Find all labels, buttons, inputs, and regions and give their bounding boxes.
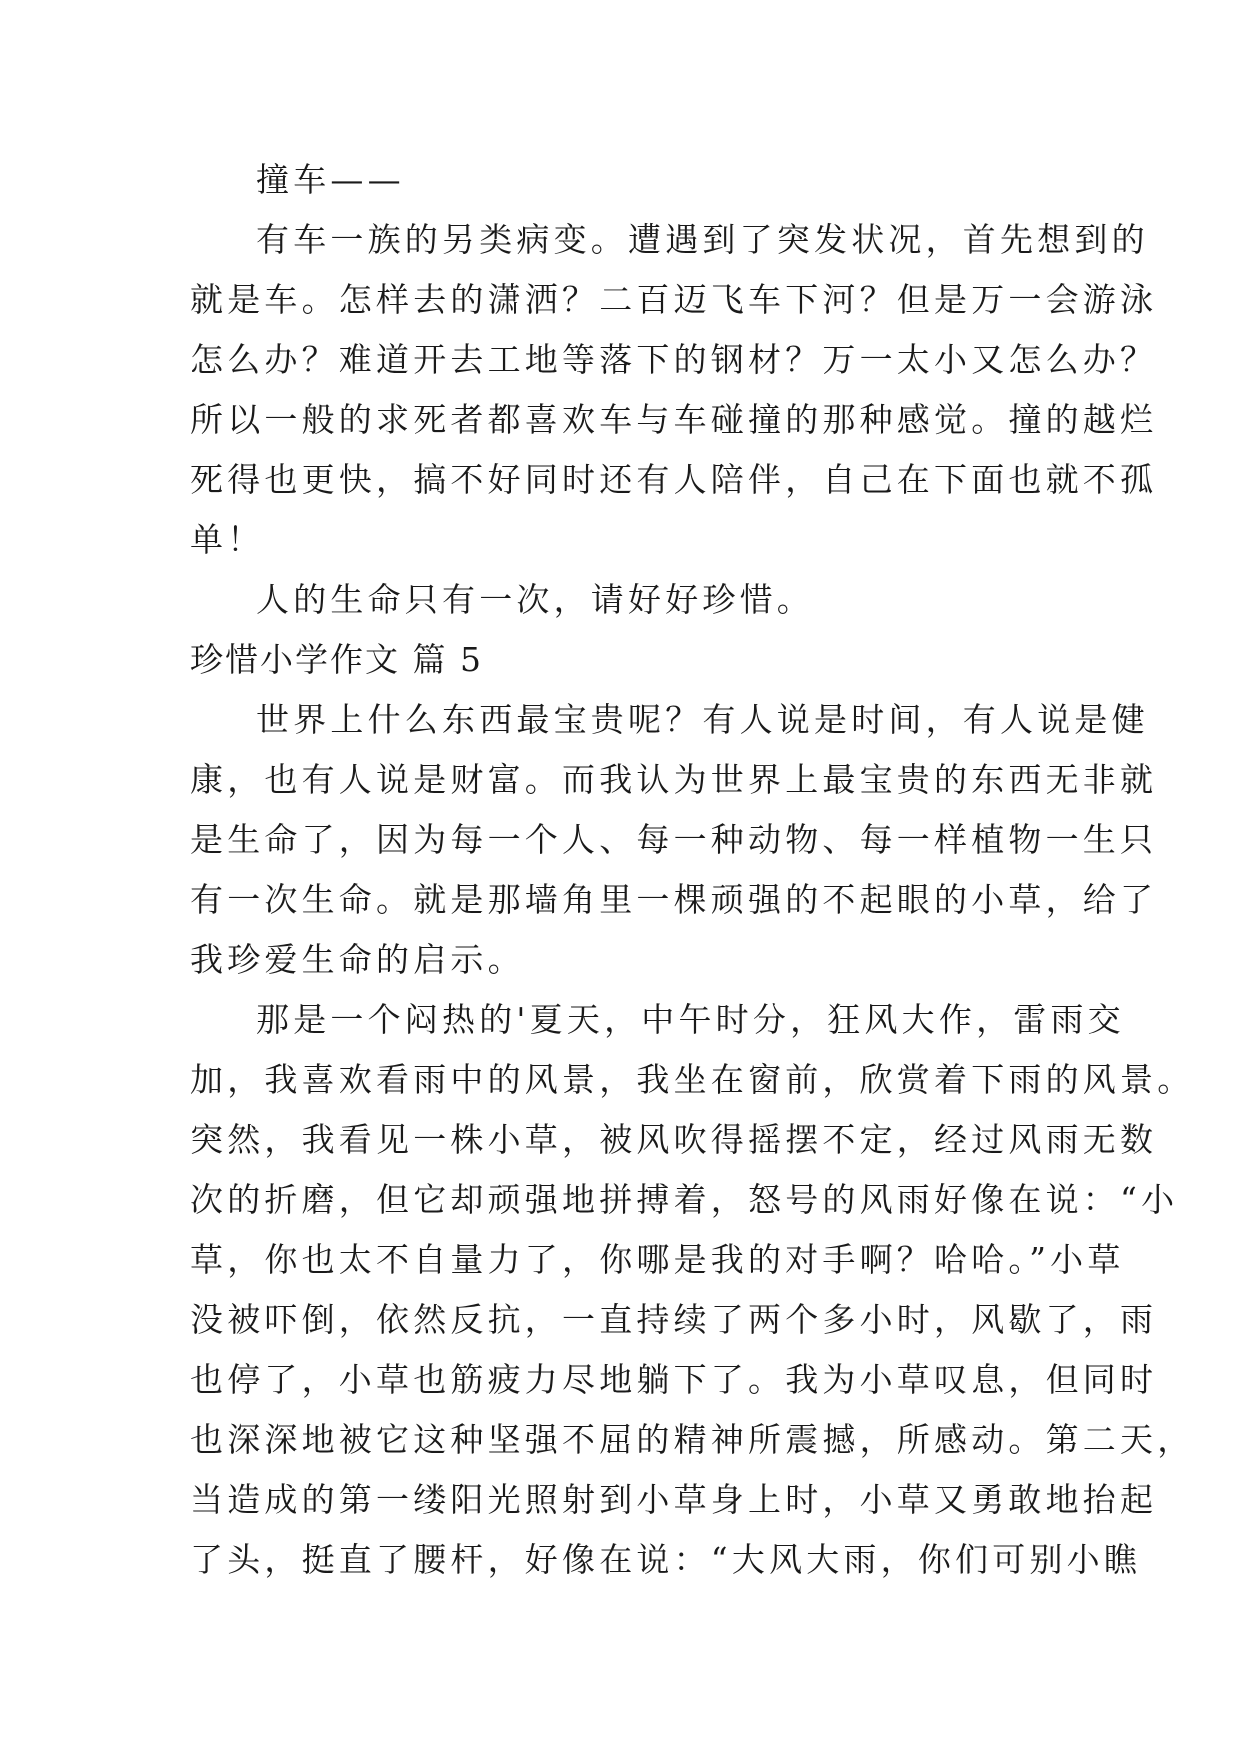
- text-line: 就是车。怎样去的潇洒？二百迈飞车下河？但是万一会游泳: [190, 280, 1158, 319]
- text-line: 单！: [190, 520, 265, 559]
- text-line: 当造成的第一缕阳光照射到小草身上时，小草又勇敢地抬起: [190, 1480, 1158, 1519]
- text-line: 世界上什么东西最宝贵呢？有人说是时间，有人说是健: [256, 700, 1149, 739]
- text-line: 也深深地被它这种坚强不屈的精神所震撼，所感动。第二天，: [190, 1420, 1195, 1459]
- document-page: [190, 150, 1195, 1590]
- text-line: 次的折磨，但它却顽强地拼搏着，怒号的风雨好像在说：“小: [190, 1180, 1179, 1219]
- text-line: 是生命了，因为每一个人、每一种动物、每一样植物一生只: [190, 820, 1158, 859]
- section-heading: 珍惜小学作文 篇 5: [190, 640, 483, 679]
- text-line: 突然，我看见一株小草，被风吹得摇摆不定，经过风雨无数: [190, 1120, 1158, 1159]
- text-line: 也停了，小草也筋疲力尽地躺下了。我为小草叹息，但同时: [190, 1360, 1158, 1399]
- text-line: 那是一个闷热的'夏天，中午时分，狂风大作，雷雨交: [256, 1000, 1125, 1039]
- text-line: 我珍爱生命的启示。: [190, 940, 525, 979]
- text-line: 死得也更快，搞不好同时还有人陪伴，自己在下面也就不孤: [190, 460, 1158, 499]
- text-line: 人的生命只有一次，请好好珍惜。: [256, 580, 814, 619]
- text-line: 草，你也太不自量力了，你哪是我的对手啊？哈哈。”小草: [190, 1240, 1125, 1279]
- text-line: 所以一般的求死者都喜欢车与车碰撞的那种感觉。撞的越烂: [190, 400, 1158, 439]
- text-line: 了头，挺直了腰杆，好像在说：“大风大雨，你们可别小瞧: [190, 1540, 1142, 1579]
- text-line: 康，也有人说是财富。而我认为世界上最宝贵的东西无非就: [190, 760, 1158, 799]
- text-line: 撞车——: [256, 160, 405, 199]
- text-line: 有一次生命。就是那墙角里一棵顽强的不起眼的小草，给了: [190, 880, 1158, 919]
- text-line: 没被吓倒，依然反抗，一直持续了两个多小时，风歇了，雨: [190, 1300, 1158, 1339]
- text-line: 怎么办？难道开去工地等落下的钢材？万一太小又怎么办？: [190, 340, 1158, 379]
- text-line: 有车一族的另类病变。遭遇到了突发状况，首先想到的: [256, 220, 1149, 259]
- text-line: 加，我喜欢看雨中的风景，我坐在窗前，欣赏着下雨的风景。: [190, 1060, 1195, 1099]
